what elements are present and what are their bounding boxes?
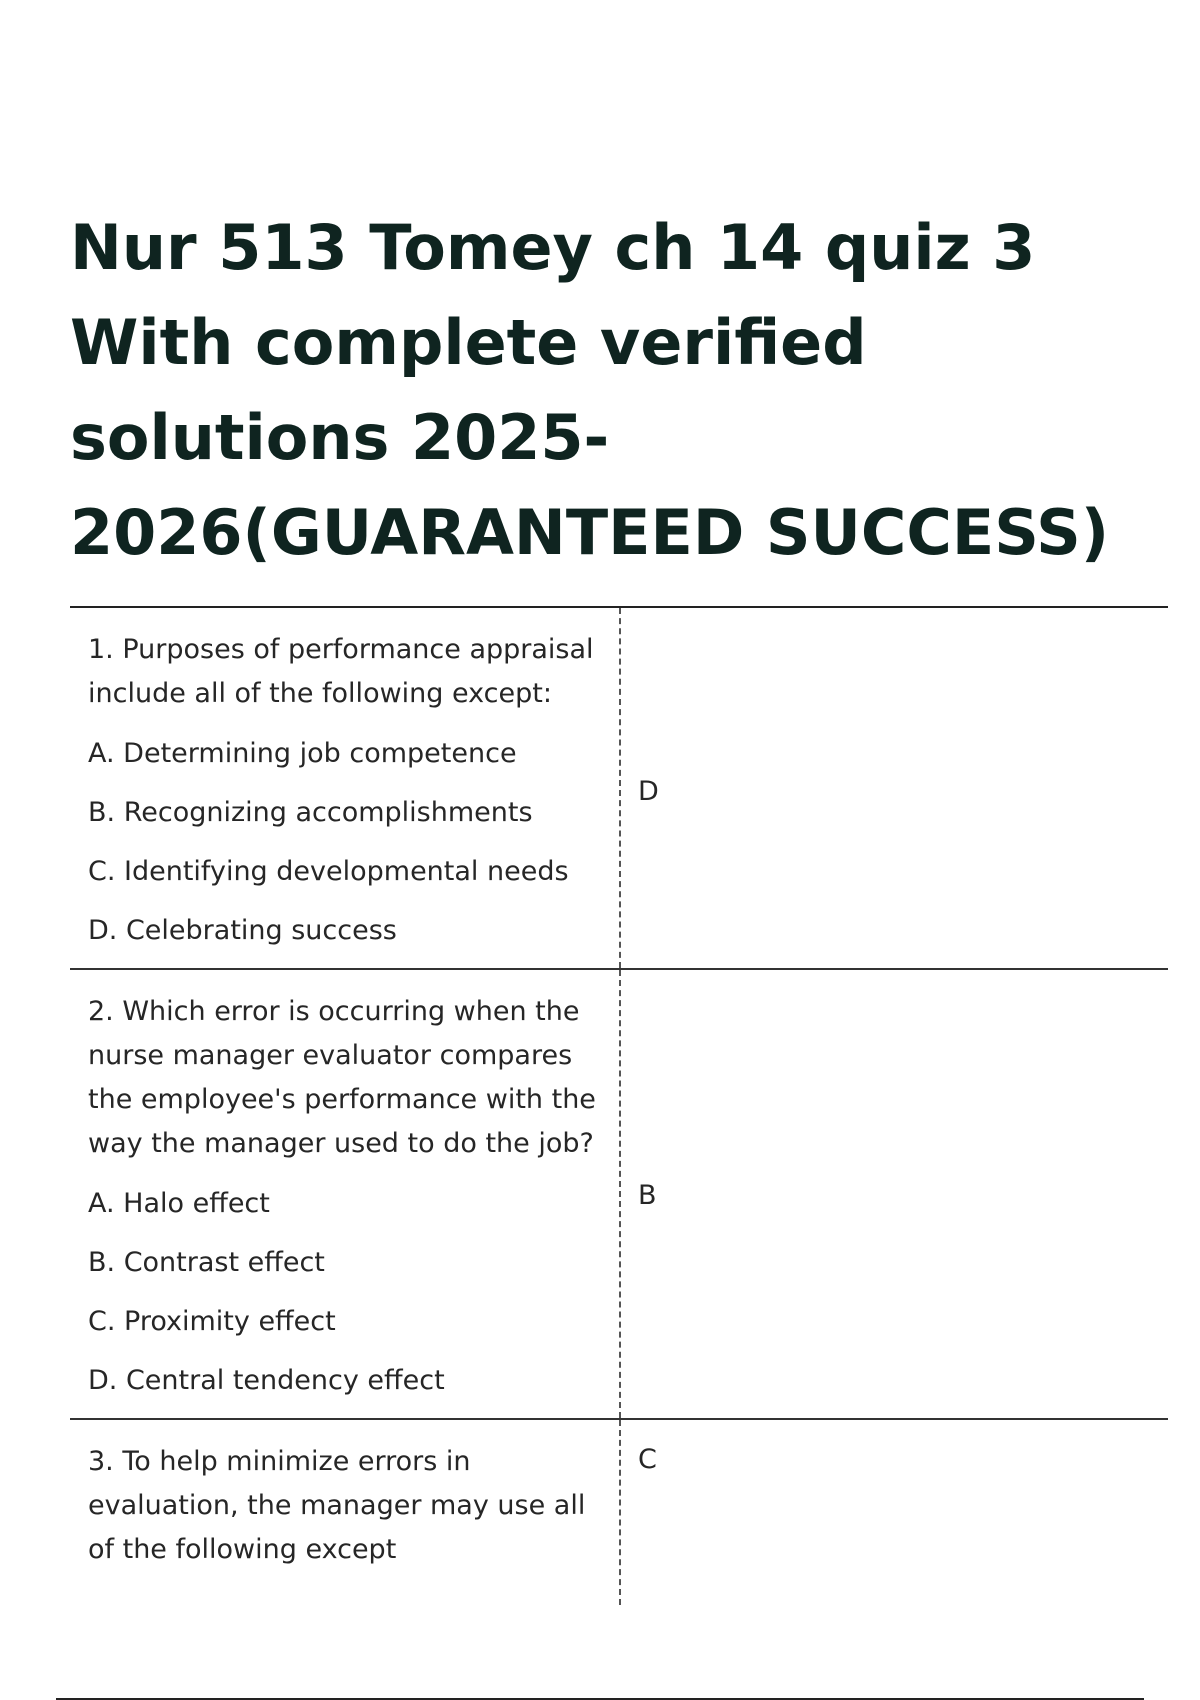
question-line: 3. To help minimize errors in — [88, 1446, 471, 1477]
question-line: the employee's performance with the — [88, 1084, 596, 1115]
question-line: include all of the following except: — [88, 678, 552, 709]
option: D. Central tendency effect — [88, 1365, 445, 1396]
column-divider — [619, 1420, 621, 1605]
question-text — [88, 628, 618, 716]
question-cell — [70, 608, 618, 946]
question-cell — [70, 970, 618, 1396]
answer-cell: C — [638, 1444, 657, 1475]
option: C. Identifying developmental needs — [88, 856, 569, 887]
question-row — [70, 1418, 1168, 1605]
option: A. Halo effect — [88, 1188, 270, 1219]
title-line: Nur 513 Tomey ch 14 quiz 3 — [70, 211, 1036, 284]
question-text — [88, 990, 618, 1166]
question-line: 1. Purposes of performance appraisal — [88, 634, 594, 665]
title-line: 2026(GUARANTEED SUCCESS) — [70, 496, 1110, 569]
title-line: solutions 2025- — [70, 401, 610, 474]
option: B. Recognizing accomplishments — [88, 797, 533, 828]
question-text — [88, 1440, 618, 1572]
option: C. Proximity effect — [88, 1306, 336, 1337]
option: D. Celebrating success — [88, 915, 397, 946]
column-divider — [619, 608, 621, 968]
answer-cell: B — [638, 1180, 657, 1211]
question-table — [70, 606, 1168, 1605]
question-line: nurse manager evaluator compares — [88, 1040, 573, 1071]
document-title — [70, 200, 1170, 580]
question-line: of the following except — [88, 1534, 397, 1565]
question-cell — [70, 1420, 618, 1572]
option: B. Contrast effect — [88, 1247, 325, 1278]
question-line: evaluation, the manager may use all — [88, 1490, 586, 1521]
title-line: With complete verified — [70, 306, 867, 379]
answer-cell: D — [638, 776, 659, 807]
question-row — [70, 968, 1168, 1418]
option: A. Determining job competence — [88, 738, 517, 769]
question-line: way the manager used to do the job? — [88, 1128, 594, 1159]
question-row — [70, 606, 1168, 968]
question-line: 2. Which error is occurring when the — [88, 996, 580, 1027]
column-divider — [619, 970, 621, 1418]
